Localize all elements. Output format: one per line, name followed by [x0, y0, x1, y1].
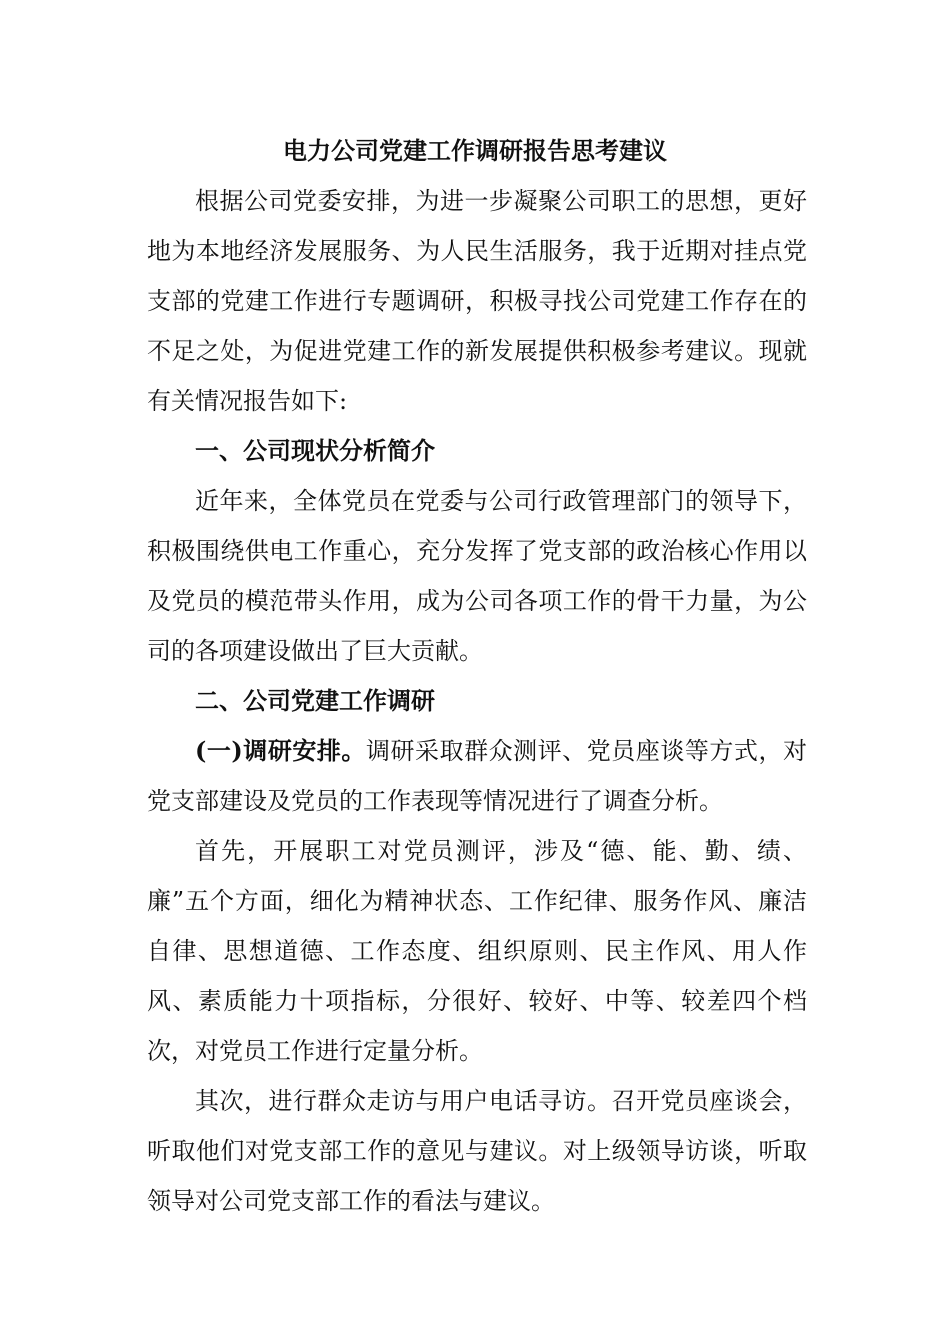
section-heading-1: 一、公司现状分析简介 — [195, 436, 435, 465]
arrangement-body: 调研采取群众测评、党员座谈等方式，对党支部建设及党员的工作表现等情况进行了调查分析。 — [147, 737, 807, 815]
status-paragraph: 近年来，全体党员在党委与公司行政管理部门的领导下，积极围绕供电工作重心，充分发挥了党支部的政治核心作用以及党员的模范带头作用，成为公司各项工作的骨干力量，为公司的各项建设做出了巨大贡献。 — [147, 487, 807, 665]
subsection-lead: (一)调研安排。 — [195, 736, 366, 765]
intro-paragraph: 根据公司党委安排，为进一步凝聚公司职工的思想，更好地为本地经济发展服务、为人民生活服务，我于近期对挂点党支部的党建工作进行专题调研，积极寻找公司党建工作存在的不足之处，为促进党建工作的新发展提供积极参考建议。现就有关情况报告如下: — [147, 187, 807, 415]
interview-paragraph: 其次，进行群众走访与用户电话寻访。召开党员座谈会，听取他们对党支部工作的意见与建议。对上级领导访谈，听取领导对公司党支部工作的看法与建议。 — [147, 1087, 807, 1215]
evaluation-paragraph: 首先，开展职工对党员测评，涉及“德、能、勤、绩、廉”五个方面，细化为精神状态、工作纪律、服务作风、廉洁自律、思想道德、工作态度、组织原则、民主作风、用人作风、素质能力十项指标，分很好、较好、中等、较差四个档次，对党员工作进行定量分析。 — [147, 837, 807, 1065]
document-title: 电力公司党建工作调研报告思考建议 — [283, 136, 667, 165]
section-heading-2: 二、公司党建工作调研 — [195, 686, 435, 715]
arrangement-paragraph — [147, 726, 807, 826]
